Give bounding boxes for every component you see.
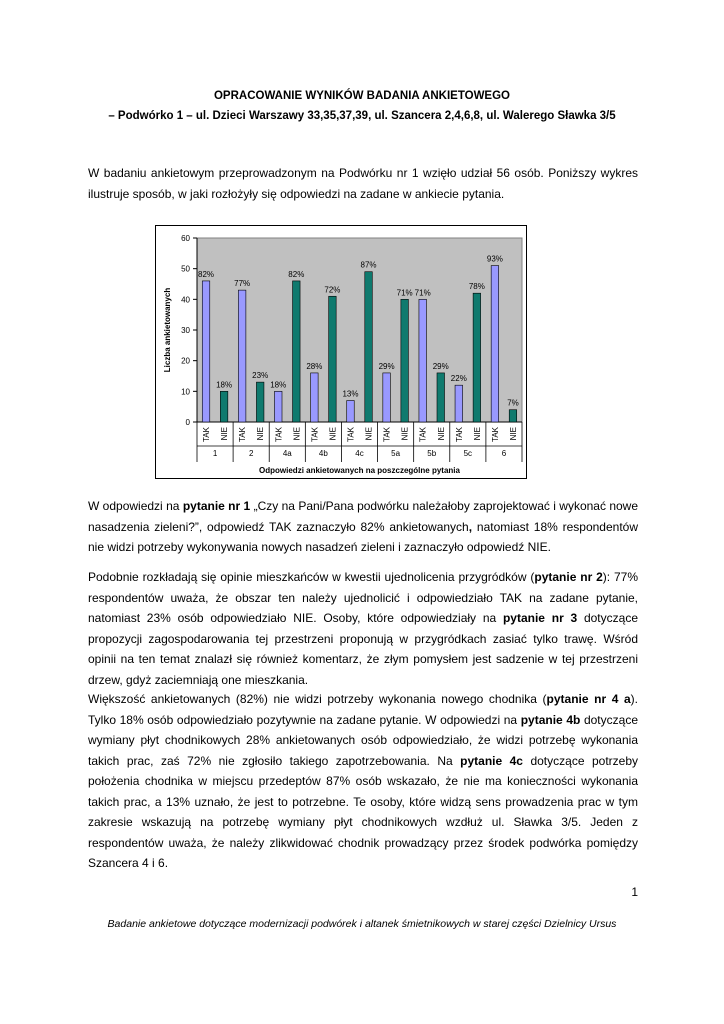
question-1-ref: pytanie nr 1 — [182, 499, 251, 513]
bar-data-label: 18% — [270, 380, 287, 390]
paragraph-question-2-3: Podobnie rozkładają się opinie mieszkańców w kwestii ujednolicenia przygródków (pytanie nr 2): 77% respondentów uważa, że obszar ten należy ujednolicić i odpowiedziało TAK na zadane pytanie, natomiast 23% osób odpowiedziało NIE. Osoby, które odpowiedziały na pytanie nr 3 dotyczące propozycji zagospodarowania tej przestrzeni proponują w przygródkach zasiać tylko trawę. Wśród opinii na ten temat znalazł się również komentarz, że złym pomysłem jest sadzenie w tej przestrzeni drzew, gdyż zaciemniają one mieszkania. — [88, 570, 638, 687]
bar-category-label: TAK — [238, 427, 248, 442]
bar-category-label: TAK — [454, 427, 464, 442]
bar-category-label: NIE — [256, 427, 266, 441]
bar-category-label: TAK — [346, 427, 356, 442]
y-tick-label: 20 — [181, 356, 190, 366]
bar-data-label: 18% — [216, 380, 233, 390]
bar-nie-4b — [329, 296, 337, 422]
bar-tak-4c — [347, 401, 355, 422]
x-axis-title: Odpowiedzi ankietowanych na poszczególne pytania — [259, 466, 460, 475]
group-label: 5c — [463, 449, 473, 458]
bar-nie-5c — [473, 293, 481, 422]
bar-data-label: 7% — [507, 398, 519, 408]
bar-data-label: 82% — [198, 269, 215, 279]
bar-category-label: TAK — [490, 427, 500, 442]
question-4c-ref: pytanie 4c — [460, 753, 523, 768]
bar-category-label: NIE — [436, 427, 446, 441]
bar-data-label: 87% — [360, 260, 377, 270]
y-tick-label: 0 — [185, 418, 190, 427]
bar-nie-5a — [401, 299, 409, 422]
bar-nie-6 — [509, 410, 517, 422]
title-line-1: OPRACOWANIE WYNIKÓW BADANIA ANKIETOWEGO — [213, 90, 510, 102]
bar-tak-5b — [419, 299, 427, 422]
bar-data-label: 13% — [342, 389, 359, 399]
bar-category-label: NIE — [220, 427, 230, 441]
bar-data-label: 29% — [432, 361, 449, 371]
paragraph-question-4: Większość ankietowanych (82%) nie widzi potrzeby wykonania nowego chodnika (pytanie nr 4 a). Tylko 18% osób odpowiedziało pozytywnie na zadane pytanie. W odpowiedzi na pytanie 4b dotyczące wymiany płyt chodnikowych 28% ankietowanych osób odpowiedziało, że widzi potrzebę wykonania takich prac, zaś 72% nie zgłosiło takiego zapotrzebowania. Na pytanie 4c dotyczące potrzeby położenia chodnika w miejscu przedeptów 87% osób wskazało, że nie ma konieczności wykonania takich prac, a 13% uznało, że jest to potrzebne. Te osoby, które widzą sens prowadzenia prac w tym zakresie wskazują na potrzebę wymiany płyt chodnikowych wzdłuż ul. Sławka 3/5. Jeden z respondentów uważa, że należy zlikwidować chodnik prowadzący przez środek podwórka pomiędzy Szancera 4 i 6. — [88, 692, 638, 870]
bar-tak-5c — [455, 385, 463, 422]
bar-tak-1 — [202, 281, 210, 422]
y-tick-label: 60 — [181, 234, 190, 243]
bar-category-label: TAK — [274, 427, 284, 442]
title-line-2: – Podwórko 1 – ul. Dzieci Warszawy 33,35,37,39, ul. Szancera 2,4,6,8, ul. Walerego Sławka 3/5 — [108, 110, 616, 122]
bar-data-label: 23% — [252, 371, 269, 381]
bar-category-label: NIE — [400, 427, 410, 441]
bar-category-label: NIE — [472, 427, 482, 441]
group-label: 5b — [427, 449, 437, 458]
intro-paragraph: W badaniu ankietowym przeprowadzonym na Podwórku nr 1 wzięło udział 56 osób. Poniższy wykres ilustruje sposób, w jaki rozłożyły się odpowiedzi na zadane w ankiecie pytania. — [88, 166, 638, 201]
bar-data-label: 29% — [378, 361, 395, 371]
bar-tak-6 — [491, 266, 499, 422]
bar-category-label: TAK — [202, 427, 212, 442]
bar-category-label: TAK — [418, 427, 428, 442]
paragraph-question-1: W odpowiedzi na pytanie nr 1 „Czy na Pani/Pana podwórku należałoby zaprojektować i wykonać nowe nasadzenia zieleni?”, odpowiedź TAK zaznaczyło 82% ankietowanych, natomiast 18% respondentów nie widzi potrzeby wykonywania nowych nasadzeń zieleni i zaznaczyło odpowiedź NIE. — [88, 499, 639, 554]
bar-tak-2 — [238, 290, 246, 422]
group-label: 4c — [355, 449, 364, 458]
bar-data-label: 71% — [396, 288, 413, 298]
bar-data-label: 78% — [468, 282, 485, 292]
y-tick-label: 10 — [181, 387, 190, 397]
y-tick-label: 40 — [181, 295, 190, 305]
bar-category-label: NIE — [328, 427, 338, 441]
bar-category-label: TAK — [382, 427, 392, 442]
y-axis-title: Liczba ankietowanych — [163, 287, 172, 373]
survey-chart — [155, 225, 527, 479]
y-tick-label: 30 — [181, 326, 190, 335]
group-label: 2 — [248, 449, 254, 458]
page-number: 1 — [631, 885, 638, 899]
group-label: 6 — [501, 449, 507, 458]
bar-tak-4a — [275, 391, 283, 422]
page-footer: Badanie ankietowe dotyczące modernizacji podwórek i altanek śmietnikowych w starej części Dzielnicy Ursus — [107, 918, 617, 930]
bar-tak-4b — [311, 373, 319, 422]
question-3-ref: pytanie nr 3 — [502, 611, 578, 625]
bar-data-label: 82% — [288, 269, 305, 279]
bar-category-label: NIE — [292, 427, 302, 441]
group-label: 1 — [212, 449, 218, 458]
document-title — [60, 86, 664, 126]
bar-data-label: 93% — [486, 254, 503, 264]
bar-category-label: NIE — [508, 427, 518, 441]
bar-category-label: NIE — [364, 427, 374, 441]
group-label: 4a — [282, 449, 292, 458]
bar-nie-2 — [256, 382, 264, 422]
y-tick-label: 50 — [181, 264, 190, 274]
group-label: 5a — [391, 449, 401, 458]
question-4b-ref: pytanie 4b — [520, 712, 581, 727]
bar-category-label: TAK — [310, 427, 320, 442]
bar-nie-5b — [437, 373, 445, 422]
bar-nie-4a — [293, 281, 301, 422]
question-2-ref: pytanie nr 2 — [534, 570, 603, 584]
group-label: 4b — [318, 449, 328, 458]
bar-nie-1 — [220, 391, 228, 422]
bar-data-label: 28% — [306, 361, 323, 371]
bar-nie-4c — [365, 272, 373, 422]
bar-data-label: 77% — [234, 279, 251, 289]
chart-svg — [156, 226, 526, 478]
bar-data-label: 22% — [450, 374, 467, 384]
bar-tak-5a — [383, 373, 391, 422]
question-4a-ref: pytanie nr 4 a — [546, 692, 631, 706]
bar-data-label: 71% — [414, 288, 431, 298]
bar-data-label: 72% — [324, 285, 341, 295]
